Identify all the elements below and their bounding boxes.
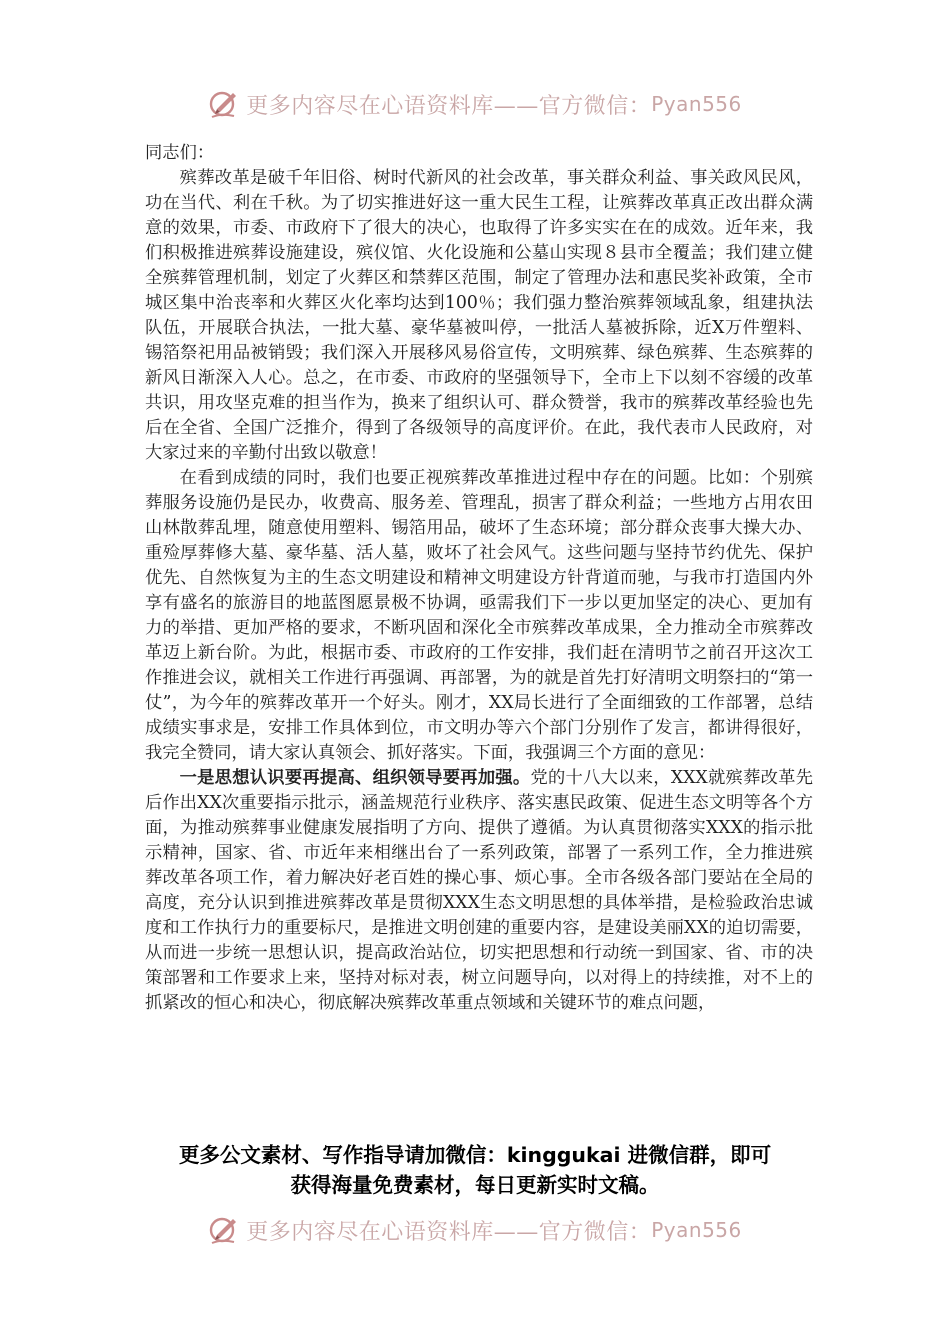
promo-banner bbox=[120, 1140, 830, 1200]
promo-line-2: 获得海量免费素材，每日更新实时文稿。 bbox=[290, 1173, 660, 1197]
paragraph-3-heading: 一是思想认识要再提高、组织领导要再加强。 bbox=[179, 768, 531, 788]
paragraph-1: 殡葬改革是破千年旧俗、树时代新风的社会改革，事关群众利益、事关政风民风，功在当代、利在千秋。为了切实推进好这一重大民生工程，让殡葬改革真正改出群众满意的效果，市委、市政府下了很大的决心，也取得了许多实实在在的成效。近年来，我们积极推进殡葬设施建设，殡仪馆、火化设施和公墓山实现８县市全覆盖；我们建立健全殡葬管理机制，划定了火葬区和禁葬区范围，制定了管理办法和惠民奖补政策，全市城区集中治丧率和火葬区火化率均达到100％；我们强力整治殡葬领域乱象，组建执法队伍，开展联合执法，一批大墓、豪华墓被叫停，一批活人墓被拆除，近X万件塑料、锡箔祭祀用品被销毁；我们深入开展移风易俗宣传，文明殡葬、绿色殡葬、生态殡葬的新风日渐深入人心。总之，在市委、市政府的坚强领导下，全市上下以刻不容缓的改革共识，用攻坚克难的担当作为，换来了组织认可、群众赞誉，我市的殡葬改革经验也先后在全省、全国广泛推介，得到了各级领导的高度评价。在此，我代表市人民政府，对大家过来的辛勤付出致以敬意！ bbox=[145, 168, 813, 463]
watermark-text: 更多内容尽在心语资料库——官方微信： bbox=[246, 1219, 652, 1245]
salutation: 同志们： bbox=[145, 143, 215, 163]
paragraph-3-body: 党的十八大以来，XXX就殡葬改革先后作出XX次重要指示批示，涵盖规范行业秩序、落实惠民政策、促进生态文明等各个方面，为推动殡葬事业健康发展指明了方向、提供了遵循。为认真贯彻落实XXX的指示批示精神，国家、省、市近年来相继出台了一系列政策，部署了一系列工作，全力推进殡葬改革各项工作，着力解决好老百姓的操心事、烦心事。全市各级各部门要站在全局的高度，充分认识到推进殡葬改革是贯彻XXX生态文明思想的具体举措，是检验政治忠诚度和工作执行力的重要标尺，是推进文明创建的重要内容，是建设美丽XX的迫切需要，从而进一步统一思想认识，提高政治站位，切实把思想和行动统一到国家、省、市的决策部署和工作要求上来，坚持对标对表，树立问题导向，以对得上的持续推，对不上的抓紧改的恒心和决心，彻底解决殡葬改革重点领域和关键环节的难点问题， bbox=[145, 768, 813, 1013]
pen-logo-icon bbox=[208, 87, 242, 121]
pen-logo-icon bbox=[208, 1213, 242, 1247]
watermark-handle: Pyan556 bbox=[651, 92, 742, 116]
header-watermark bbox=[0, 84, 950, 124]
watermark-text: 更多内容尽在心语资料库——官方微信： bbox=[246, 93, 652, 119]
document-body bbox=[145, 141, 813, 1016]
promo-line-1: 更多公文素材、写作指导请加微信：kinggukai 进微信群，即可 bbox=[178, 1143, 772, 1167]
footer-watermark bbox=[0, 1210, 950, 1250]
paragraph-2: 在看到成绩的同时，我们也要正视殡葬改革推进过程中存在的问题。比如：个别殡葬服务设施仍是民办，收费高、服务差、管理乱，损害了群众利益；一些地方占用农田山林散葬乱埋，随意使用塑料、锡箔用品，破坏了生态环境；部分群众丧事大操大办、重殓厚葬修大墓、豪华墓、活人墓，败坏了社会风气。这些问题与坚持节约优先、保护优先、自然恢复为主的生态文明建设和精神文明建设方针背道而驰，与我市打造国内外享有盛名的旅游目的地蓝图愿景极不协调，亟需我们下一步以更加坚定的决心、更加有力的举措、更加严格的要求，不断巩固和深化全市殡葬改革成果，全力推动全市殡葬改革迈上新台阶。为此，根据市委、市政府的工作安排，我们赶在清明节之前召开这次工作推进会议，就相关工作进行再强调、再部署，为的就是首先打好清明文明祭扫的“第一仗”，为今年的殡葬改革开一个好头。刚才，XX局长进行了全面细致的工作部署，总结成绩实事求是，安排工作具体到位，市文明办等六个部门分别作了发言，都讲得很好，我完全赞同，请大家认真领会、抓好落实。下面，我强调三个方面的意见： bbox=[145, 468, 813, 763]
paragraph-3 bbox=[145, 766, 813, 1016]
watermark-handle: Pyan556 bbox=[651, 1218, 742, 1242]
